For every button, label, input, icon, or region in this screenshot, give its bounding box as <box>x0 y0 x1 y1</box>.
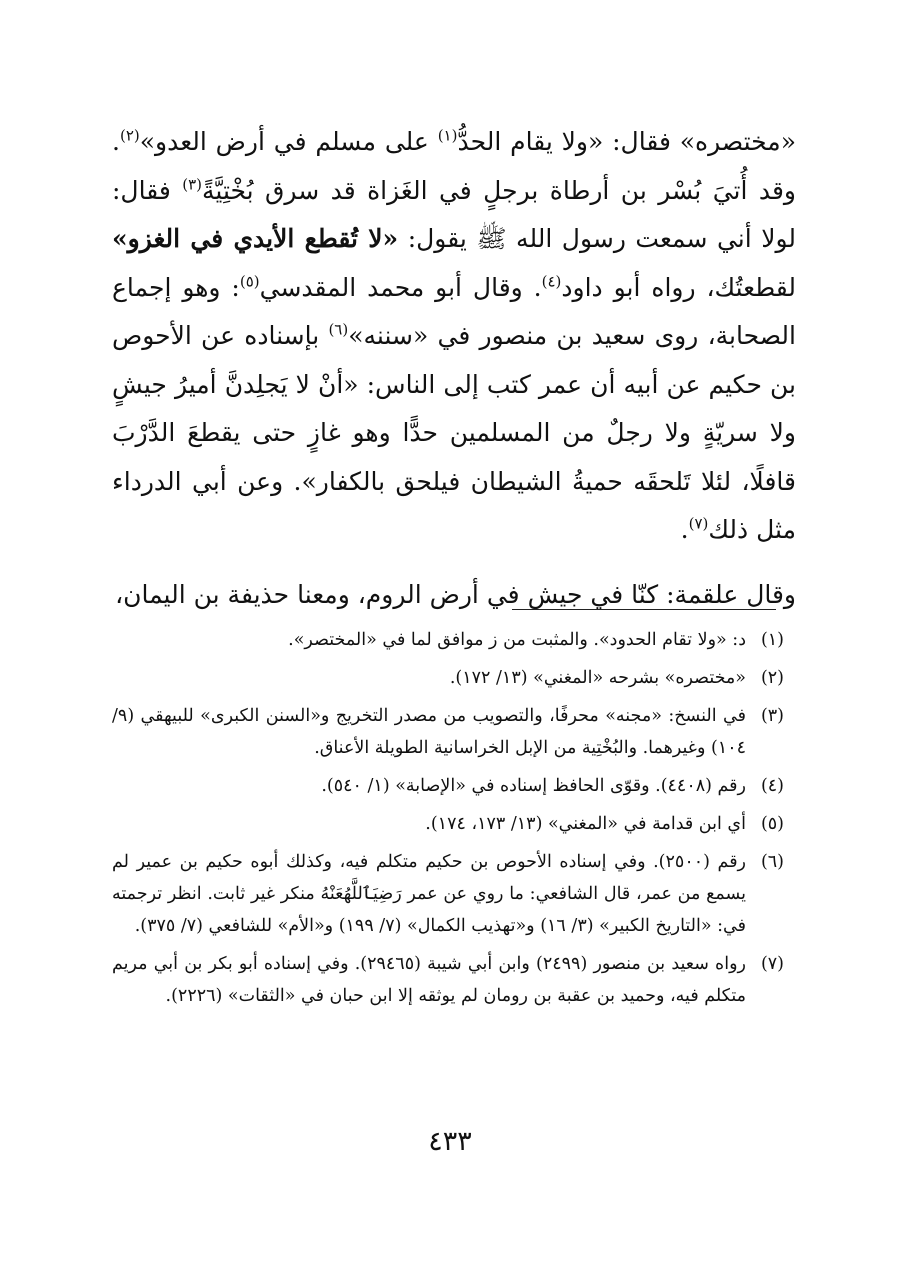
footnote-ref-6[interactable]: (٦) <box>328 320 349 339</box>
page-number: ٤٣٣ <box>428 1126 472 1157</box>
text-run: بإسناده عن الأحوص بن حكيم عن أبيه أن عمر كتب إلى الناس: «أنْ لا يَجلِدنَّ أميرُ جيشٍ ولا سريّةٍ ولا رجلٌ من المسلمين حدًّا وهو غازٍ حتى يقطعَ الدَّرْبَ قافلًا، لئلا تَلحقَه حميةُ الشيطان فيلحق بالكفار». وعن أبي الدرداء مثل ذلك <box>112 321 796 544</box>
footnote-ref-4[interactable]: (٤) <box>541 272 562 291</box>
footnote-3 <box>112 700 784 764</box>
text-run: . <box>680 515 689 544</box>
footnote-4 <box>112 770 784 802</box>
footnote-ref-5[interactable]: (٥) <box>239 272 260 291</box>
footnote-ref-1[interactable]: (١) <box>437 126 458 145</box>
footnote-text: «مختصره» بشرحه «المغني» (١٣/ ١٧٢). <box>449 668 746 688</box>
footnote-number: (٤) <box>760 776 784 796</box>
footnote-text: رقم (٤٤٠٨). وقوّى الحافظ إسناده في «الإصابة» (١/ ٥٤٠). <box>321 776 746 796</box>
footnote-number: (٧) <box>760 954 784 974</box>
footnote-7 <box>112 948 784 1012</box>
text-run: . وقد أُتيَ بُسْر بن أرطاة برجلٍ في الغَزاة قد سرق بُخْتِيَّةً <box>112 127 797 205</box>
footnote-divider <box>512 609 776 610</box>
footnotes <box>112 624 784 1018</box>
paragraph-1 <box>112 118 796 555</box>
footnote-2 <box>112 662 784 694</box>
text-run: «مختصره» فقال: «ولا يقام الحدُّ <box>457 127 796 156</box>
footnote-number: (٣) <box>760 706 784 726</box>
main-text <box>112 118 796 619</box>
footnote-ref-2[interactable]: (٢) <box>119 126 140 145</box>
footnote-5 <box>112 808 784 840</box>
text-run: على مسلم في أرض العدو» <box>139 127 438 156</box>
footnote-ref-7[interactable]: (٧) <box>688 514 709 533</box>
footnote-number: (٦) <box>760 852 784 872</box>
footnote-number: (٢) <box>760 668 784 688</box>
text-run: فقال: لولا أني سمعت رسول الله ﷺ يقول: <box>112 175 796 253</box>
hadith-quote: «لا تُقطع الأيدي في الغزو» <box>112 224 399 253</box>
footnote-6 <box>112 846 784 942</box>
text-run: : وهو إجماع الصحابة، روى سعيد بن منصور في «سننه» <box>112 272 796 350</box>
footnote-ref-3[interactable]: (٣) <box>182 175 203 194</box>
footnote-1 <box>112 624 784 656</box>
footnote-number: (٥) <box>760 814 784 834</box>
footnote-text: في النسخ: «مجنه» محرفًا، والتصويب من مصدر التخريج و«السنن الكبرى» للبيهقي (٩/ ١٠٤) وغيرهما. والبُخْتِية من الإبل الخراسانية الطويلة الأعناق. <box>112 706 746 758</box>
paragraph-2: وقال علقمة: كنّا في جيش في أرض الروم، ومعنا حذيفة بن اليمان، <box>115 579 796 609</box>
footnote-number: (١) <box>760 630 784 650</box>
footnote-text: رقم (٢٥٠٠). وفي إسناده الأحوص بن حكيم متكلم فيه، وكذلك أبوه حكيم بن عمير لم يسمع من عمر، قال الشافعي: ما روي عن عمر رَضِيَٱللَّهُعَنْهُ منكر غير ثابت. انظر ترجمته في: «التاريخ الكبير» (٣/ ١٦) و«تهذيب الكمال» (٧/ ١٩٩) و«الأم» للشافعي (٧/ ٣٧٥). <box>112 852 747 936</box>
text-run: . وقال أبو محمد المقدسي <box>259 272 542 302</box>
footnote-text: د: «ولا تقام الحدود». والمثبت من ز موافق لما في «المختصر». <box>288 630 746 650</box>
text-run: لقطعتُك، رواه أبو داود <box>561 272 796 302</box>
footnote-text: أي ابن قدامة في «المغني» (١٣/ ١٧٣، ١٧٤). <box>425 814 746 834</box>
footnote-text: رواه سعيد بن منصور (٢٤٩٩) وابن أبي شيبة (٢٩٤٦٥). وفي إسناده أبو بكر بن أبي مريم متكلم فيه، وحميد بن عقبة بن رومان لم يوثقه إلا ابن حبان في «الثقات» (٢٢٢٦). <box>112 954 746 1006</box>
